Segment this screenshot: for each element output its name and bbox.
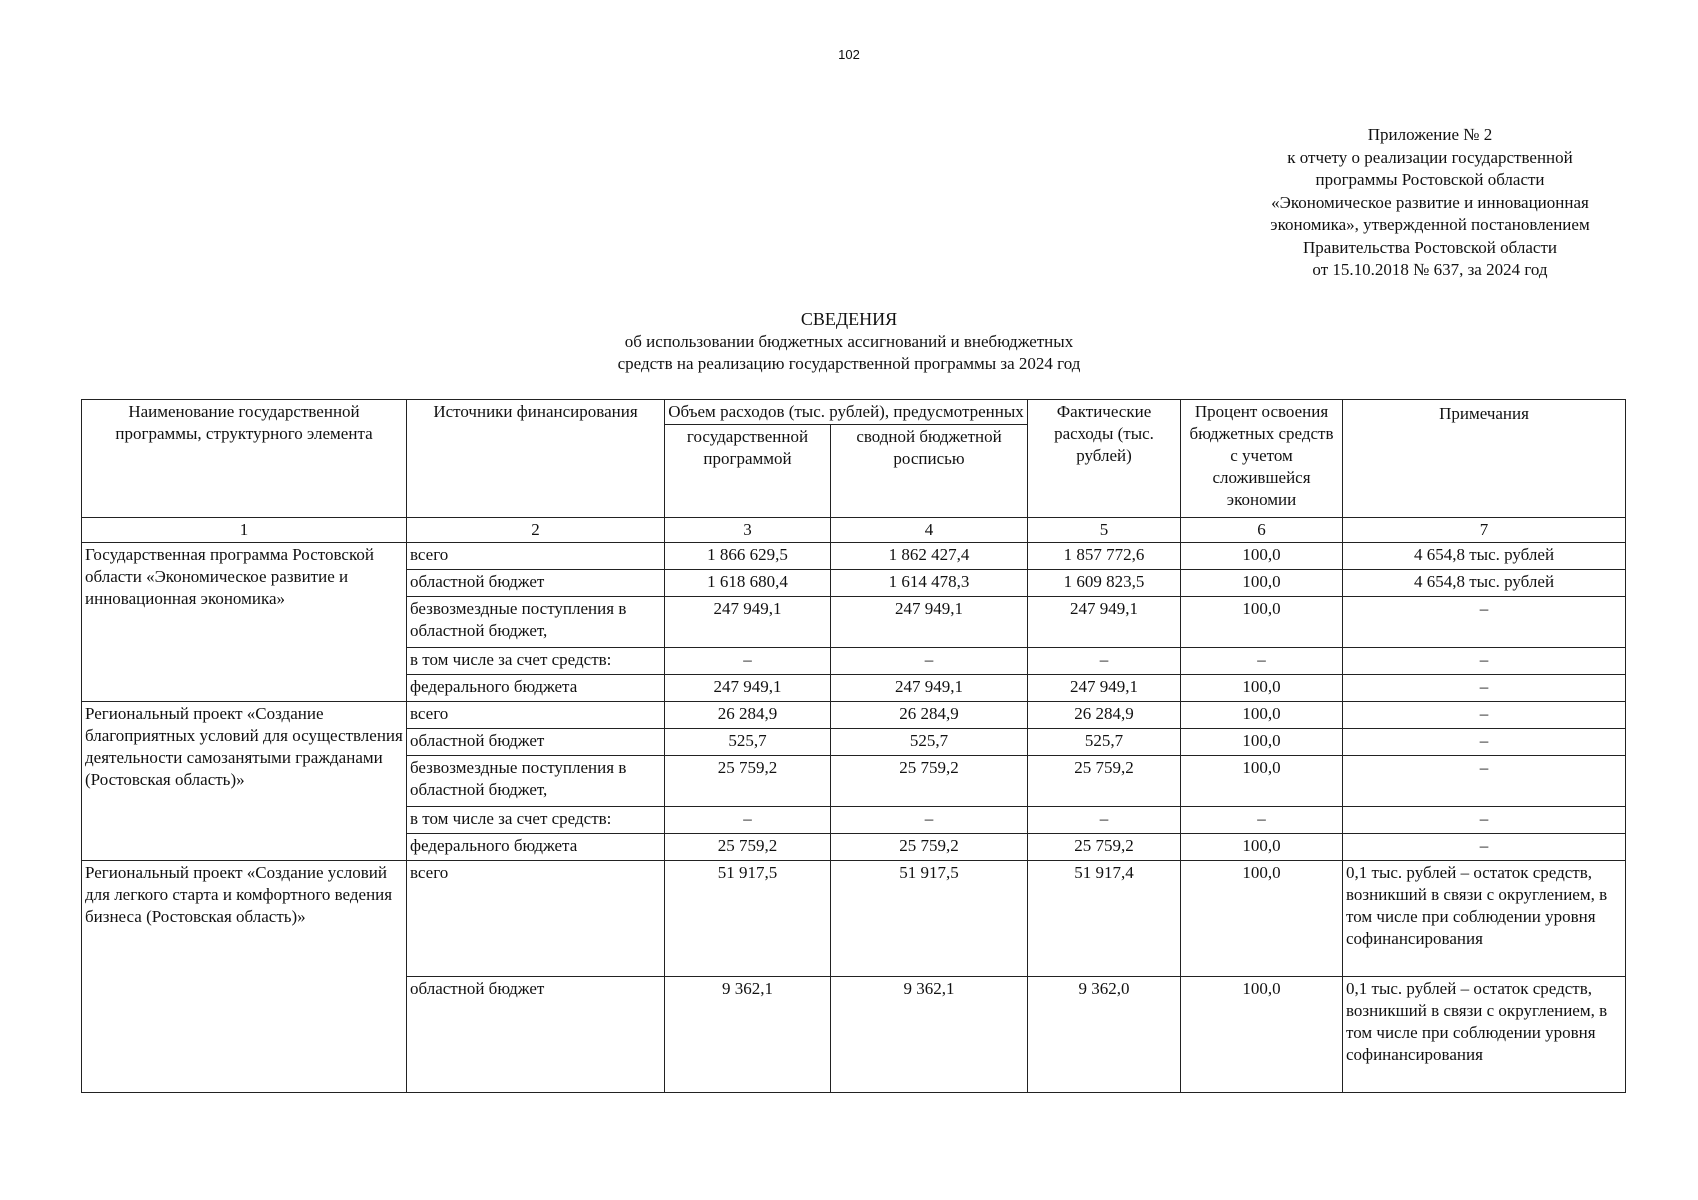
source-cell: областной бюджет <box>407 570 665 597</box>
plan-value: 1 866 629,5 <box>665 543 831 570</box>
source-cell: областной бюджет <box>407 977 665 1093</box>
appendix-line: Приложение № 2 <box>1367 125 1493 144</box>
percent-value: 100,0 <box>1181 543 1343 570</box>
appendix-line: Правительства Ростовской области <box>1303 237 1557 257</box>
plan-value: 51 917,5 <box>665 861 831 977</box>
source-cell: всего <box>407 543 665 570</box>
actual-value: 247 949,1 <box>1028 597 1181 648</box>
plan-value: 25 759,2 <box>665 756 831 807</box>
actual-value: 25 759,2 <box>1028 834 1181 861</box>
header-percent: Процент освоения бюджетных средств с учетом сложившейся экономии <box>1181 400 1343 518</box>
appendix-header <box>1230 124 1630 282</box>
source-cell: в том числе за счет средств: <box>407 648 665 675</box>
table-row <box>82 861 1626 977</box>
actual-value: 525,7 <box>1028 729 1181 756</box>
title-subtitle-line: об использовании бюджетных ассигнований и внебюджетных <box>624 331 1074 351</box>
percent-value: 100,0 <box>1181 675 1343 702</box>
percent-value: 100,0 <box>1181 570 1343 597</box>
note-cell: – <box>1343 702 1626 729</box>
column-number: 4 <box>831 518 1028 543</box>
note-cell: – <box>1343 756 1626 807</box>
budget-value: 247 949,1 <box>831 675 1028 702</box>
budget-value: – <box>831 648 1028 675</box>
percent-value: – <box>1181 648 1343 675</box>
header-sources: Источники финансирования <box>407 400 665 518</box>
document-title <box>0 308 1698 376</box>
source-cell: безвозмездные поступления в областной бюджет, <box>407 756 665 807</box>
source-cell: областной бюджет <box>407 729 665 756</box>
appendix-line: от 15.10.2018 № 637, за 2024 год <box>1312 260 1548 279</box>
plan-value: 247 949,1 <box>665 675 831 702</box>
percent-value: 100,0 <box>1181 861 1343 977</box>
actual-value: 26 284,9 <box>1028 702 1181 729</box>
percent-value: 100,0 <box>1181 729 1343 756</box>
appendix-line: к отчету о реализации государственной <box>1287 147 1573 167</box>
percent-value: – <box>1181 807 1343 834</box>
table-row <box>82 543 1626 570</box>
note-cell: – <box>1343 597 1626 648</box>
column-number: 3 <box>665 518 831 543</box>
actual-value: – <box>1028 648 1181 675</box>
appendix-line: «Экономическое развитие и инновационная <box>1271 192 1589 212</box>
header-name: Наименование государственной программы, структурного элемента <box>82 400 407 518</box>
percent-value: 100,0 <box>1181 977 1343 1093</box>
budget-value: 25 759,2 <box>831 756 1028 807</box>
percent-value: 100,0 <box>1181 597 1343 648</box>
source-cell: безвозмездные поступления в областной бюджет, <box>407 597 665 648</box>
source-cell: всего <box>407 702 665 729</box>
budget-value: 26 284,9 <box>831 702 1028 729</box>
budget-value: – <box>831 807 1028 834</box>
source-cell: федерального бюджета <box>407 675 665 702</box>
column-number: 5 <box>1028 518 1181 543</box>
percent-value: 100,0 <box>1181 756 1343 807</box>
note-cell: – <box>1343 834 1626 861</box>
percent-value: 100,0 <box>1181 702 1343 729</box>
percent-value: 100,0 <box>1181 834 1343 861</box>
plan-value: 9 362,1 <box>665 977 831 1093</box>
budget-value: 247 949,1 <box>831 597 1028 648</box>
header-notes: Примечания <box>1343 400 1626 518</box>
note-cell: 4 654,8 тыс. рублей <box>1343 543 1626 570</box>
budget-usage-table <box>81 399 1626 1093</box>
table-row <box>82 702 1626 729</box>
page-number: 102 <box>838 47 860 62</box>
title-main: СВЕДЕНИЯ <box>800 309 898 329</box>
budget-value: 25 759,2 <box>831 834 1028 861</box>
title-subtitle-line: средств на реализацию государственной программы за 2024 год <box>617 354 1081 373</box>
note-cell: 0,1 тыс. рублей – остаток средств, возникший в связи с округлением, в том числе при соблюдении уровня софинансирования <box>1343 861 1626 977</box>
actual-value: – <box>1028 807 1181 834</box>
note-cell: – <box>1343 648 1626 675</box>
source-cell: федерального бюджета <box>407 834 665 861</box>
actual-value: 9 362,0 <box>1028 977 1181 1093</box>
source-cell: всего <box>407 861 665 977</box>
column-number: 2 <box>407 518 665 543</box>
column-number: 6 <box>1181 518 1343 543</box>
actual-value: 247 949,1 <box>1028 675 1181 702</box>
budget-value: 525,7 <box>831 729 1028 756</box>
budget-value: 1 614 478,3 <box>831 570 1028 597</box>
element-name: Региональный проект «Создание условий для легкого старта и комфортного ведения бизнеса (Ростовская область)» <box>82 861 407 1093</box>
budget-value: 9 362,1 <box>831 977 1028 1093</box>
appendix-line: экономика», утвержденной постановлением <box>1270 215 1590 234</box>
appendix-line: программы Ростовской области <box>1315 170 1545 189</box>
column-number: 1 <box>82 518 407 543</box>
plan-value: 247 949,1 <box>665 597 831 648</box>
plan-value: 26 284,9 <box>665 702 831 729</box>
element-name: Региональный проект «Создание благоприятных условий для осуществления деятельности самозанятыми гражданами (Ростовская область)» <box>82 702 407 861</box>
header-by-program: государственной программой <box>665 425 831 518</box>
header-by-budget: сводной бюджетной росписью <box>831 425 1028 518</box>
header-volume: Объем расходов (тыс. рублей), предусмотренных <box>665 400 1028 425</box>
note-cell: – <box>1343 807 1626 834</box>
actual-value: 51 917,4 <box>1028 861 1181 977</box>
actual-value: 1 609 823,5 <box>1028 570 1181 597</box>
actual-value: 25 759,2 <box>1028 756 1181 807</box>
plan-value: – <box>665 648 831 675</box>
source-cell: в том числе за счет средств: <box>407 807 665 834</box>
budget-value: 51 917,5 <box>831 861 1028 977</box>
column-number-row <box>82 518 1626 543</box>
header-actual: Фактические расходы (тыс. рублей) <box>1028 400 1181 518</box>
plan-value: 525,7 <box>665 729 831 756</box>
plan-value: 1 618 680,4 <box>665 570 831 597</box>
budget-value: 1 862 427,4 <box>831 543 1028 570</box>
note-cell: – <box>1343 729 1626 756</box>
actual-value: 1 857 772,6 <box>1028 543 1181 570</box>
plan-value: – <box>665 807 831 834</box>
column-number: 7 <box>1343 518 1626 543</box>
note-cell: – <box>1343 675 1626 702</box>
element-name: Государственная программа Ростовской области «Экономическое развитие и инновационная экономика» <box>82 543 407 702</box>
note-cell: 4 654,8 тыс. рублей <box>1343 570 1626 597</box>
plan-value: 25 759,2 <box>665 834 831 861</box>
note-cell: 0,1 тыс. рублей – остаток средств, возникший в связи с округлением, в том числе при соблюдении уровня софинансирования <box>1343 977 1626 1093</box>
